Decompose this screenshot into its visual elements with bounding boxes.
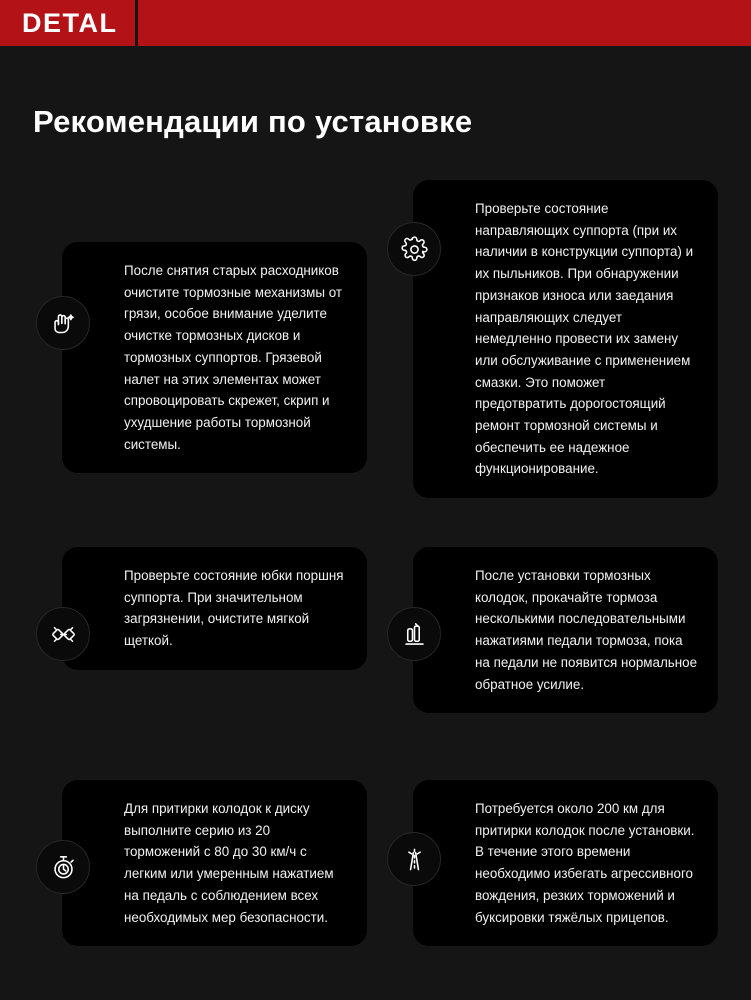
hand-wash-icon xyxy=(36,296,90,350)
brake-pedal-icon xyxy=(387,607,441,661)
recommendation-card xyxy=(413,780,718,946)
card-text: После установки тормозных колодок, прокачайте тормоза несколькими последовательными нажатиями педали тормоза, пока на педали не появится нормальное обратное усилие. xyxy=(475,568,698,692)
header-divider xyxy=(135,0,138,46)
card-text: Проверьте состояние юбки поршня суппорта. При значительном загрязнении, очистите мягкой щеткой. xyxy=(124,568,344,649)
gear-icon xyxy=(387,222,441,276)
card-text: Для притирки колодок к диску выполните серию из 20 торможений с 80 до 30 км/ч с легким или умеренным нажатием на педаль с соблюдением всех необходимых мер безопасности. xyxy=(124,801,334,925)
recommendation-card xyxy=(413,180,718,498)
piston-icon xyxy=(36,607,90,661)
header-bar xyxy=(0,0,751,46)
stopwatch-icon xyxy=(36,840,90,894)
page-title: Рекомендации по установке xyxy=(33,104,473,139)
card-text: Потребуется около 200 км для притирки колодок после установки. В течение этого времени необходимо избегать агрессивного вождения, резких торможений и буксировки тяжёлых прицепов. xyxy=(475,801,695,925)
recommendation-card xyxy=(62,547,367,670)
recommendation-card xyxy=(62,242,367,473)
card-text: Проверьте состояние направляющих суппорта (при их наличии в конструкции суппорта) и их пыльников. При обнаружении признаков износа или заедания направляющих следует немедленно провести их замену или обслуживание с применением смазки. Это поможет предотвратить дорогостоящий ремонт тормозной системы и обеспечить ее надежное функционирование. xyxy=(475,201,694,477)
brand-logo: DETAL xyxy=(22,7,118,38)
recommendation-card xyxy=(62,780,367,946)
card-text: После снятия старых расходников очистите тормозные механизмы от грязи, особое внимание уделите очистке тормозных дисков и тормозных суппортов. Грязевой налет на этих элементах может спровоцировать скрежет, скрип и ухудшение работы тормозной системы. xyxy=(124,263,342,452)
road-icon xyxy=(387,832,441,886)
recommendation-card xyxy=(413,547,718,713)
